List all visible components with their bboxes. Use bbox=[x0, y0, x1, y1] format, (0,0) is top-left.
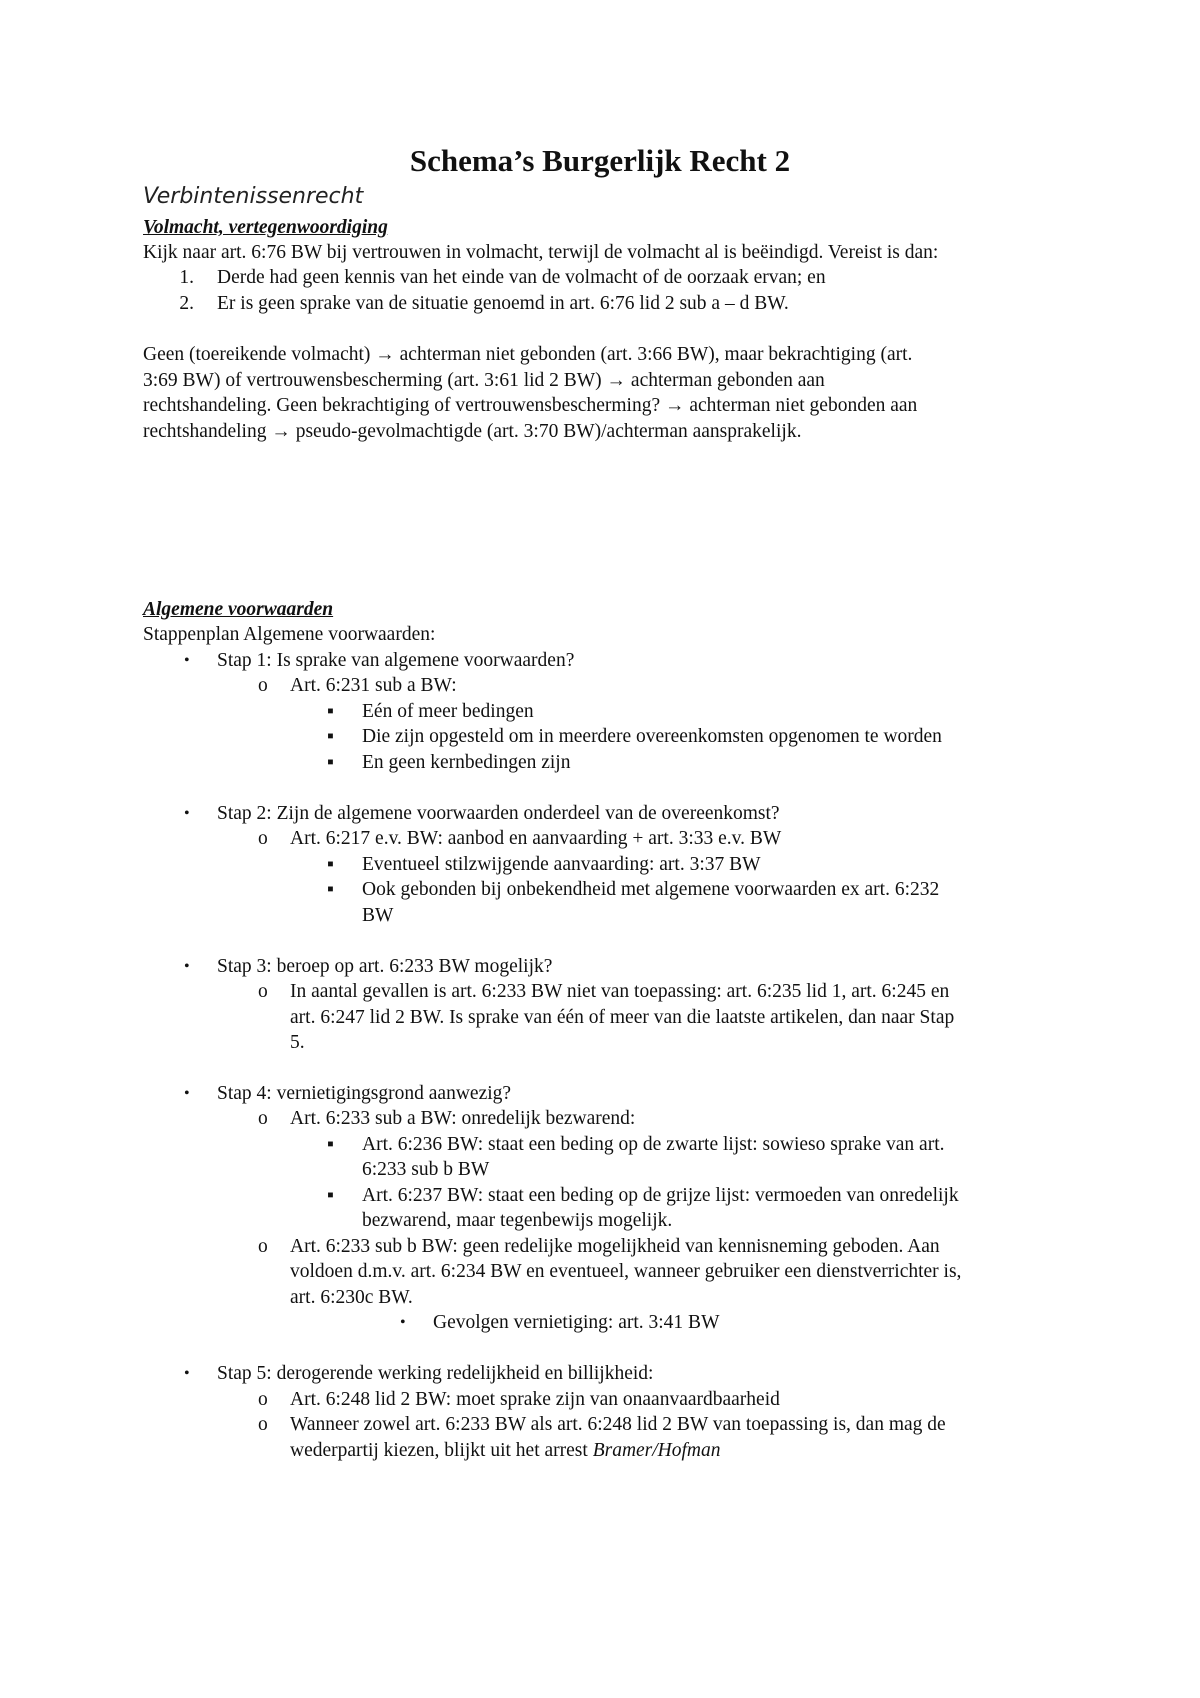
paragraph-line: rechtshandeling → pseudo-gevolmachtigde (art. 3:70 BW)/achterman aansprakelijk. bbox=[143, 421, 802, 442]
bullet-marker: o bbox=[258, 1236, 268, 1257]
sub-sub-item-continuation: bezwarend, maar tegenbewijs mogelijk. bbox=[362, 1210, 673, 1231]
sub-item-continuation: art. 6:230c BW. bbox=[290, 1287, 413, 1308]
section-heading-volmacht: Volmacht, vertegenwoordiging bbox=[143, 217, 388, 238]
bullet-marker: o bbox=[258, 675, 268, 696]
sub-item: Art. 6:233 sub a BW: onredelijk bezwarend: bbox=[290, 1108, 636, 1129]
case-name: Bramer/Hofman bbox=[592, 1440, 721, 1461]
sub-item-continuation: 5. bbox=[290, 1032, 305, 1053]
bullet-marker: ▪ bbox=[327, 701, 334, 722]
deep-item: Gevolgen vernietiging: art. 3:41 BW bbox=[433, 1312, 720, 1333]
section-intro-volmacht: Kijk naar art. 6:76 BW bij vertrouwen in volmacht, terwijl de volmacht al is beëindigd. Vereist is dan: bbox=[143, 242, 939, 263]
step-line: Stap 5: derogerende werking redelijkheid en billijkheid: bbox=[217, 1363, 654, 1384]
bullet-marker: • bbox=[184, 958, 190, 975]
paragraph-line: rechtshandeling. Geen bekrachtiging of vertrouwensbescherming? → achterman niet gebonden aan bbox=[143, 395, 918, 416]
bullet-marker: • bbox=[184, 652, 190, 669]
paragraph-line: Geen (toereikende volmacht) → achterman niet gebonden (art. 3:66 BW), maar bekrachtiging (art. bbox=[143, 344, 913, 365]
step-line: Stap 3: beroep op art. 6:233 BW mogelijk? bbox=[217, 956, 553, 977]
bullet-marker: o bbox=[258, 828, 268, 849]
bullet-marker: • bbox=[184, 1365, 190, 1382]
sub-sub-item: En geen kernbedingen zijn bbox=[362, 752, 571, 773]
sub-item: Art. 6:248 lid 2 BW: moet sprake zijn van onaanvaardbaarheid bbox=[290, 1389, 780, 1410]
sub-sub-item: Ook gebonden bij onbekendheid met algemene voorwaarden ex art. 6:232 bbox=[362, 879, 940, 900]
bullet-marker: ▪ bbox=[327, 879, 334, 900]
list-number: 2. bbox=[179, 293, 194, 314]
bullet-marker: o bbox=[258, 1108, 268, 1129]
sub-item: Art. 6:231 sub a BW: bbox=[290, 675, 457, 696]
sub-item-continuation bbox=[290, 1438, 721, 1464]
step-line: Stap 4: vernietigingsgrond aanwezig? bbox=[217, 1083, 512, 1104]
sub-item-text: wederpartij kiezen, blijkt uit het arrest bbox=[290, 1440, 593, 1461]
bullet-marker: o bbox=[258, 1389, 268, 1410]
step-line: Stap 2: Zijn de algemene voorwaarden onderdeel van de overeenkomst? bbox=[217, 803, 780, 824]
sub-sub-item: Die zijn opgesteld om in meerdere overeenkomsten opgenomen te worden bbox=[362, 726, 942, 747]
sub-sub-item: Eventueel stilzwijgende aanvaarding: art. 3:37 BW bbox=[362, 854, 761, 875]
section-heading-algemene-voorwaarden: Algemene voorwaarden bbox=[143, 599, 334, 620]
bullet-marker: o bbox=[258, 981, 268, 1002]
sub-sub-item: Art. 6:237 BW: staat een beding op de grijze lijst: vermoeden van onredelijk bbox=[362, 1185, 959, 1206]
sub-item: Wanneer zowel art. 6:233 BW als art. 6:248 lid 2 BW van toepassing is, dan mag de bbox=[290, 1414, 946, 1435]
bullet-marker: ▪ bbox=[327, 726, 334, 747]
sub-sub-item: Art. 6:236 BW: staat een beding op de zwarte lijst: sowieso sprake van art. bbox=[362, 1134, 945, 1155]
bullet-marker: o bbox=[258, 1414, 268, 1435]
bullet-marker: ▪ bbox=[327, 1134, 334, 1155]
bullet-marker: • bbox=[184, 805, 190, 822]
section-intro-algemene-voorwaarden: Stappenplan Algemene voorwaarden: bbox=[143, 624, 436, 645]
document-subtitle: Verbintenissenrecht bbox=[143, 184, 364, 209]
sub-sub-item-continuation: 6:233 sub b BW bbox=[362, 1159, 490, 1180]
sub-item-continuation: voldoen d.m.v. art. 6:234 BW en eventueel, wanneer gebruiker een dienstverrichter is, bbox=[290, 1261, 962, 1282]
bullet-marker: • bbox=[184, 1085, 190, 1102]
list-item: Derde had geen kennis van het einde van de volmacht of de oorzaak ervan; en bbox=[217, 267, 826, 288]
list-number: 1. bbox=[179, 267, 194, 288]
paragraph-line: 3:69 BW) of vertrouwensbescherming (art. 3:61 lid 2 BW) → achterman gebonden aan bbox=[143, 370, 825, 391]
sub-item: Art. 6:233 sub b BW: geen redelijke mogelijkheid van kennisneming geboden. Aan bbox=[290, 1236, 940, 1257]
document-title: Schema’s Burgerlijk Recht 2 bbox=[409, 143, 791, 178]
sub-sub-item: Eén of meer bedingen bbox=[362, 701, 534, 722]
bullet-marker: ▪ bbox=[327, 1185, 334, 1206]
bullet-marker: ▪ bbox=[327, 854, 334, 875]
sub-item: In aantal gevallen is art. 6:233 BW niet van toepassing: art. 6:235 lid 1, art. 6:245 en bbox=[290, 981, 950, 1002]
step-line: Stap 1: Is sprake van algemene voorwaarden? bbox=[217, 650, 575, 671]
sub-sub-item-continuation: BW bbox=[362, 905, 394, 926]
bullet-marker: • bbox=[400, 1314, 406, 1331]
list-item: Er is geen sprake van de situatie genoemd in art. 6:76 lid 2 sub a – d BW. bbox=[217, 293, 789, 314]
sub-item-continuation: art. 6:247 lid 2 BW. Is sprake van één of meer van die laatste artikelen, dan naar Stap bbox=[290, 1007, 955, 1028]
sub-item: Art. 6:217 e.v. BW: aanbod en aanvaarding + art. 3:33 e.v. BW bbox=[290, 828, 782, 849]
bullet-marker: ▪ bbox=[327, 752, 334, 773]
